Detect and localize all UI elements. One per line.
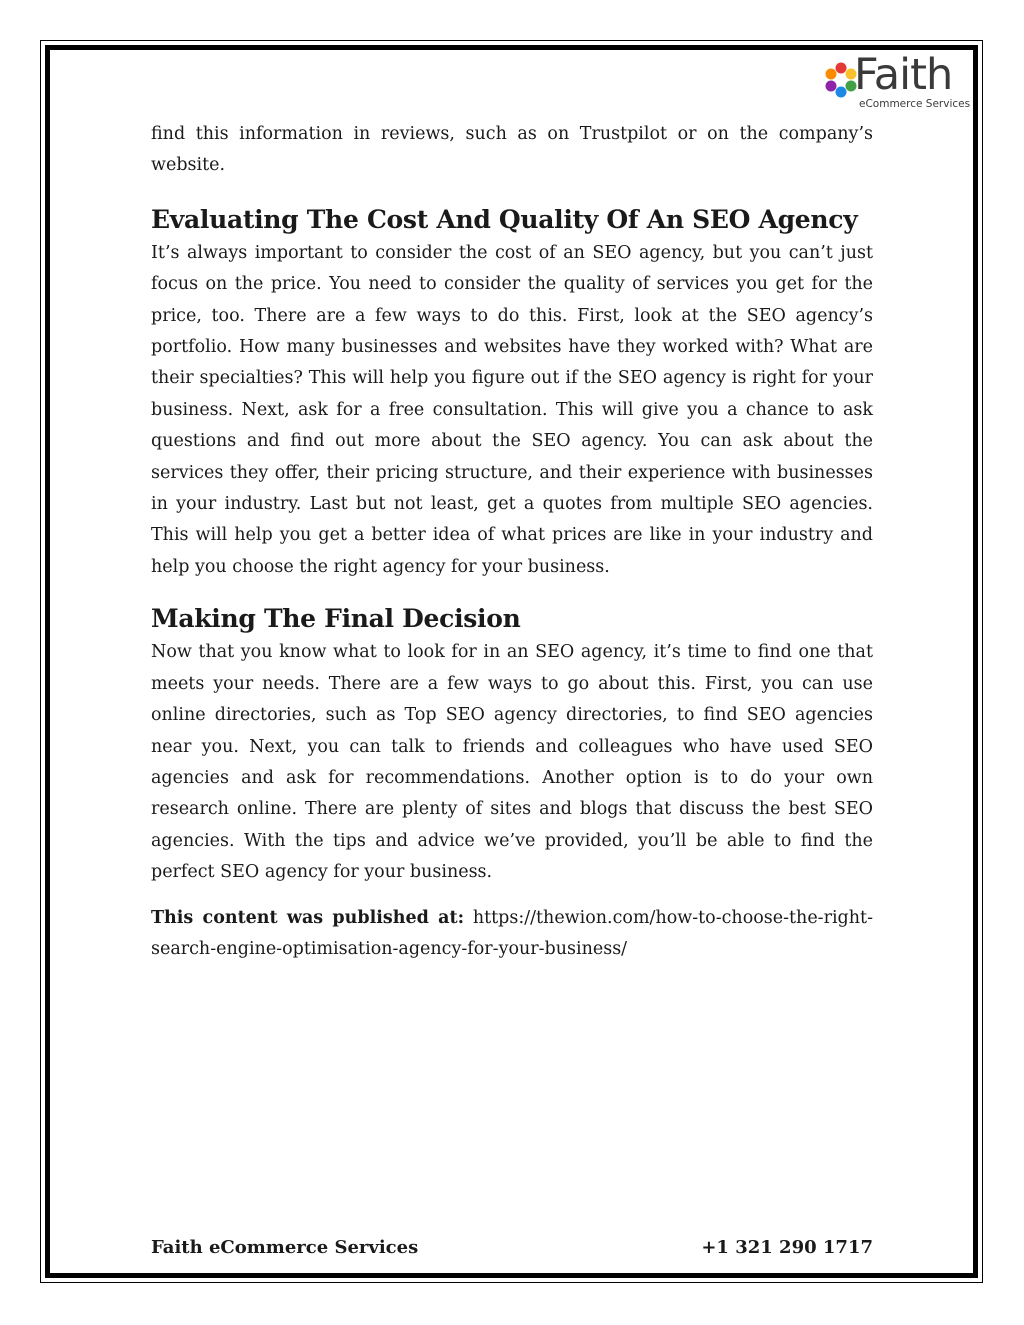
section-heading-final-decision: Making The Final Decision	[151, 604, 521, 634]
published-url-link[interactable]: https://thewion.com/how-to-choose-the-right-search-engine-optimisation-agency-for-your-business/	[151, 907, 873, 959]
logo-subtitle: eCommerce Services	[859, 98, 971, 110]
flower-icon	[824, 60, 858, 100]
document-body	[151, 119, 873, 965]
published-note	[151, 903, 873, 966]
section-body-final-decision: Now that you know what to look for in an SEO agency, it’s time to find one that meets your needs. There are a few ways to go about this. First, you can use online directories, such as Top SEO agency directories, to find SEO agencies near you. Next, you can talk to friends and colleagues who have used SEO agencies and ask for recommendations. Another option is to do your own research online. There are plenty of sites and blogs that discuss the best SEO agencies. With the tips and advice we’ve provided, you’ll be able to find the perfect SEO agency for your business.	[151, 642, 873, 883]
section-body-cost-quality: It’s always important to consider the cost of an SEO agency, but you can’t just focus on the price. You need to consider the quality of services you get for the price, too. There are a few ways to do this. First, look at the SEO agency’s portfolio. How many businesses and websites have they worked with? What are their specialties? This will help you figure out if the SEO agency is right for your business. Next, ask for a free consultation. This will give you a chance to ask questions and find out more about the SEO agency. You can ask about the services they offer, their pricing structure, and their experience with businesses in your industry. Last but not least, get a quotes from multiple SEO agencies. This will help you get a better idea of what prices are like in your industry and help you choose the right agency for your business.	[151, 242, 873, 577]
logo-wordmark: Faith	[854, 50, 953, 100]
faith-logo	[824, 50, 974, 110]
intro-paragraph: find this information in reviews, such as on Trustpilot or on the company’s website.	[151, 124, 873, 176]
section-heading-cost-quality: Evaluating The Cost And Quality Of An SEO Agency	[151, 204, 858, 234]
footer-company: Faith eCommerce Services	[151, 1237, 419, 1258]
footer-phone: +1 321 290 1717	[701, 1237, 873, 1258]
published-label: This content was published at:	[151, 907, 465, 928]
page-footer	[151, 1237, 873, 1267]
